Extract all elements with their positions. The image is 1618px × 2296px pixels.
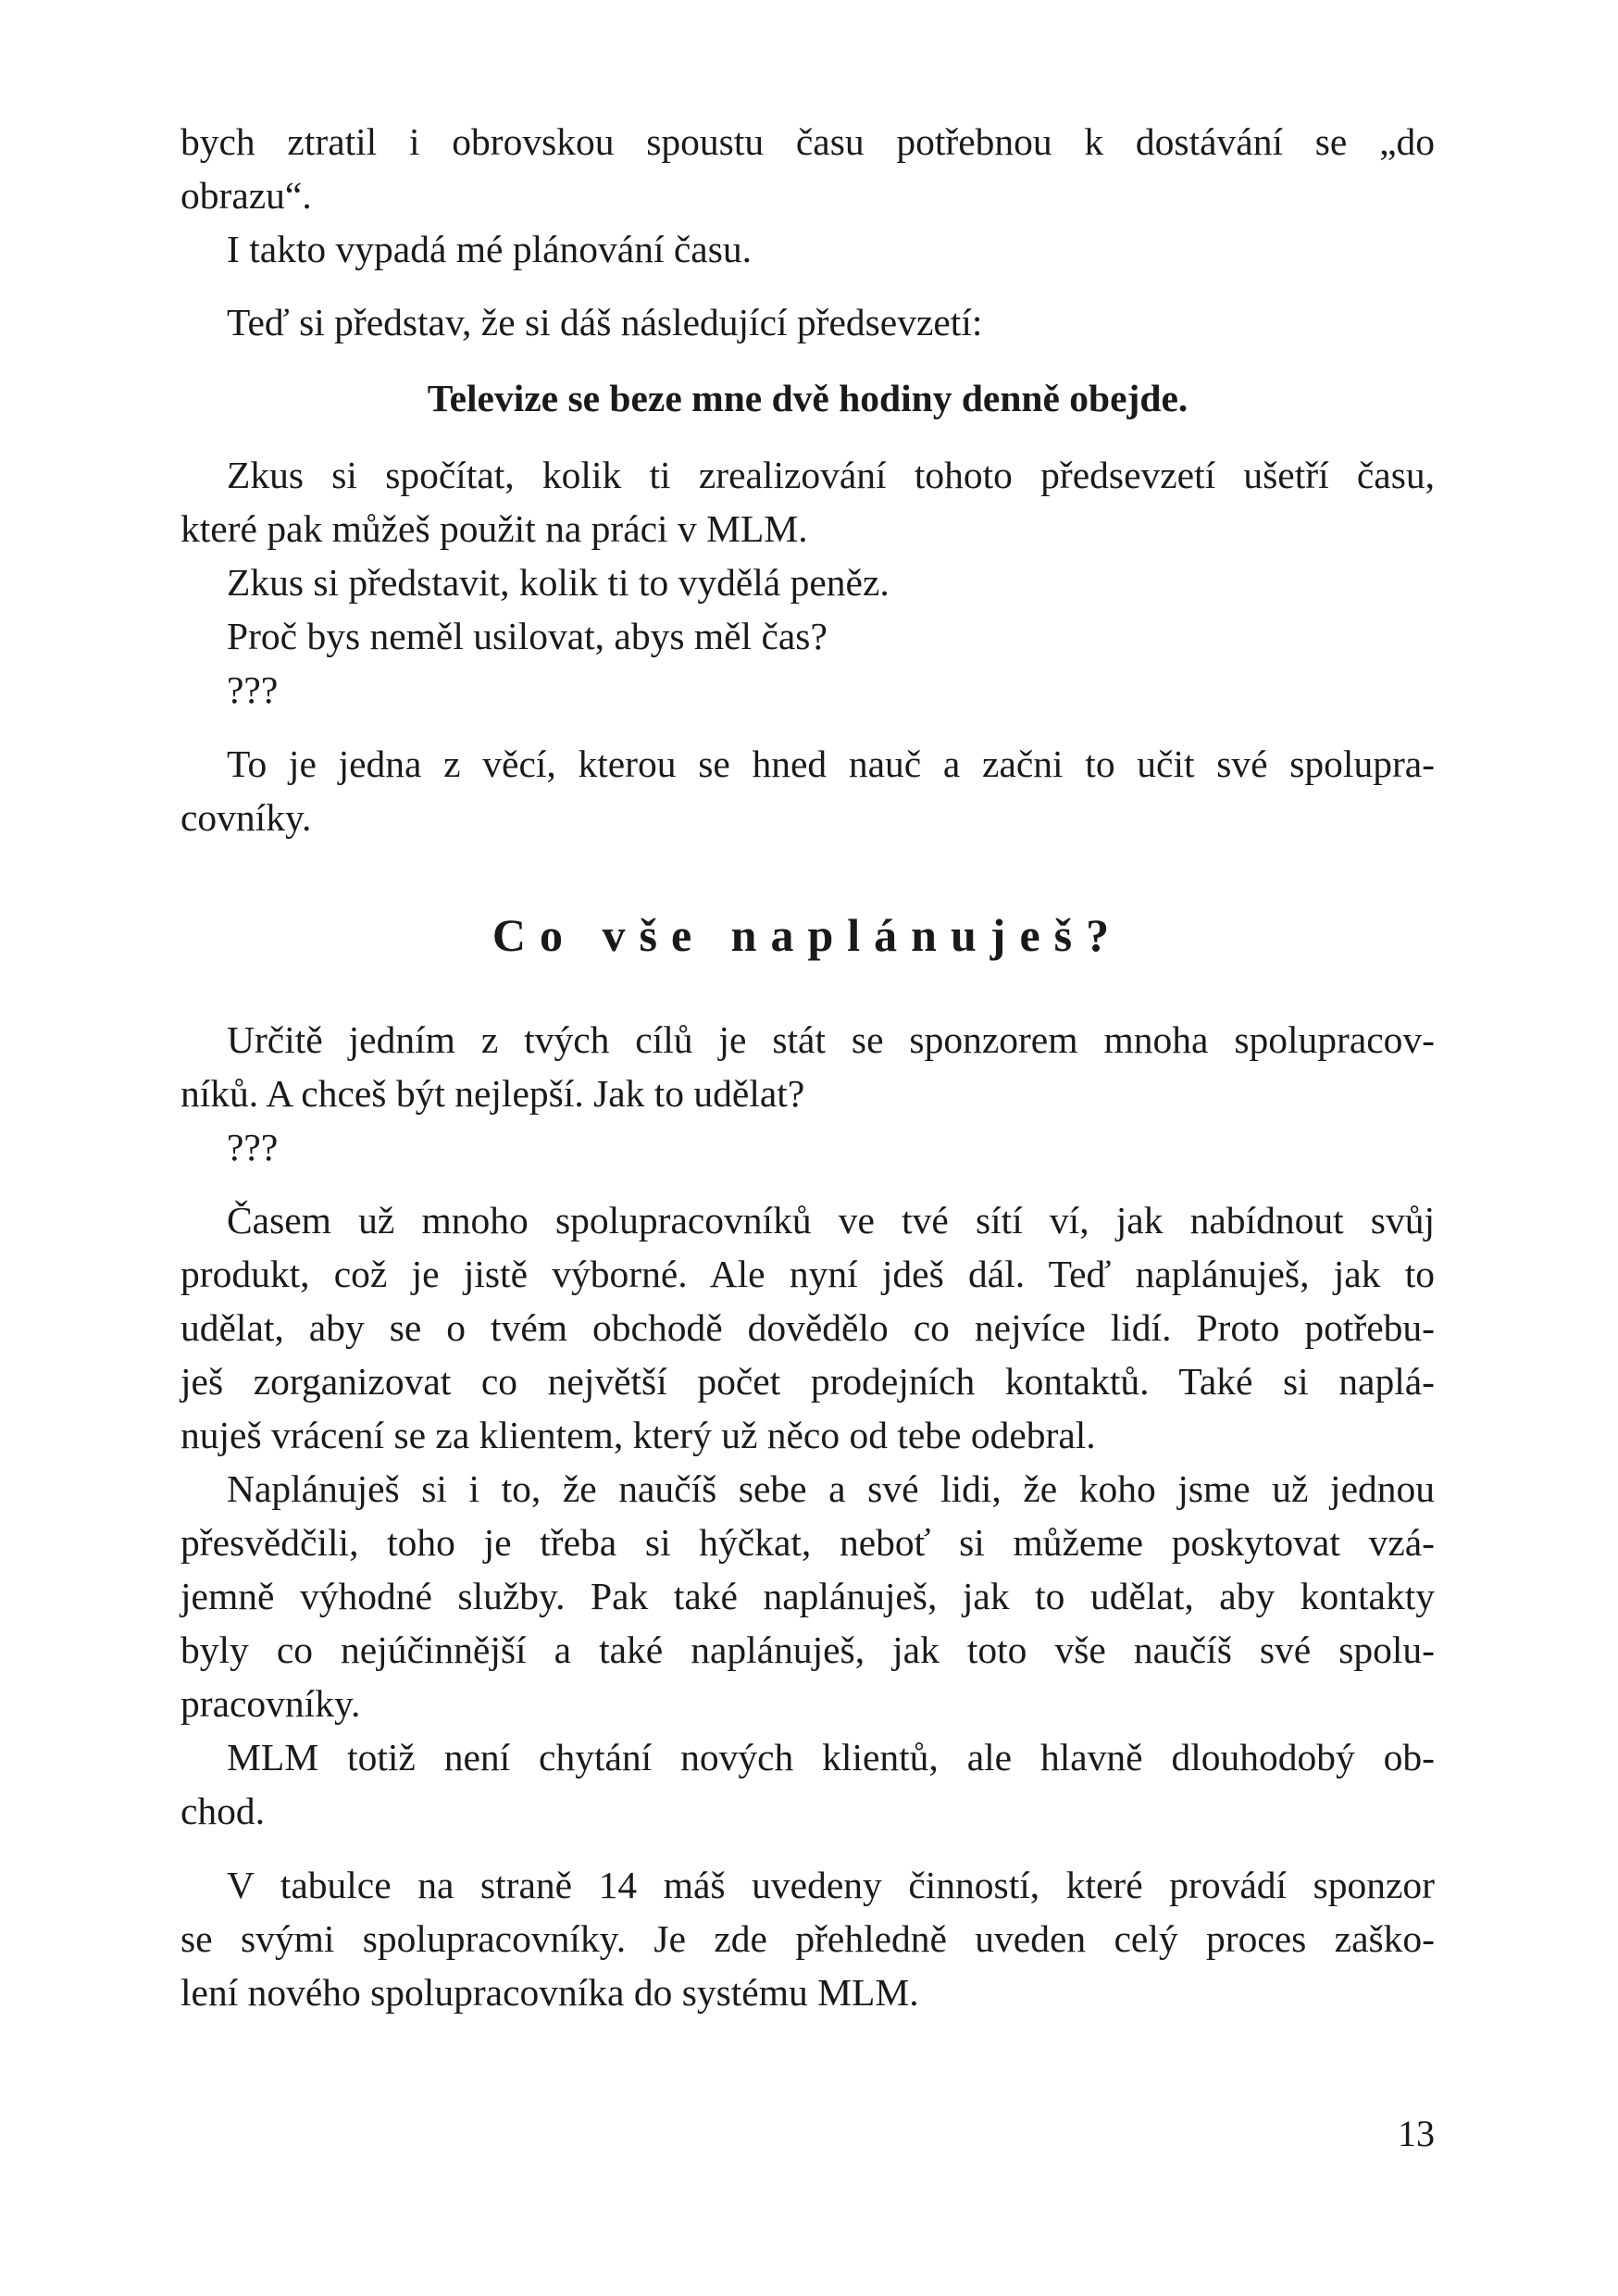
text-line: Teď si představ, že si dáš následující předsevzetí:	[227, 301, 983, 343]
text-line: obrazu“.	[180, 174, 312, 217]
text-line: I takto vypadá mé plánování času.	[227, 228, 752, 270]
text-line: přesvědčili, toho je třeba si hýčkat, neboť si můžeme poskytovat vzá-	[180, 1521, 1435, 1564]
section-heading: Co vše naplánuješ?	[492, 909, 1124, 961]
text-line: chod.	[180, 1790, 266, 1832]
text-line: MLM totiž není chytání nových klientů, ale hlavně dlouhodobý ob-	[227, 1736, 1435, 1778]
text-line: Zkus si spočítat, kolik ti zrealizování tohoto předsevzetí ušetří času,	[227, 454, 1435, 496]
text-line: ???	[227, 668, 279, 711]
text-line: bych ztratil i obrovskou spoustu času potřebnou k dostávání se „do	[180, 120, 1435, 163]
text-line: Proč bys neměl usilovat, abys měl čas?	[227, 615, 828, 657]
text-line: Časem už mnoho spolupracovníků ve tvé sítí ví, jak nabídnout svůj	[227, 1199, 1435, 1242]
text-line: pracovníky.	[180, 1682, 361, 1725]
page-number: 13	[1398, 2113, 1435, 2154]
text-line: Zkus si představit, kolik ti to vydělá peněz.	[227, 561, 890, 604]
text-line: V tabulce na straně 14 máš uvedeny činností, které provádí sponzor	[227, 1864, 1435, 1906]
text-line: které pak můžeš použit na práci v MLM.	[180, 507, 808, 550]
text-line: se svými spolupracovníky. Je zde přehledně uveden celý proces zaško-	[180, 1917, 1435, 1960]
text-line: níků. A chceš být nejlepší. Jak to udělat?	[180, 1072, 805, 1115]
text-line: covníky.	[180, 796, 312, 839]
text-line: jemně výhodné služby. Pak také naplánuješ, jak to udělat, aby kontakty	[180, 1575, 1435, 1617]
text-line: ???	[227, 1126, 279, 1168]
text-line: To je jedna z věcí, kterou se hned nauč a začni to učit své spolupra-	[227, 742, 1435, 785]
text-line: ješ zorganizovat co největší počet prodejních kontaktů. Také si naplá-	[180, 1360, 1435, 1403]
text-line: udělat, aby se o tvém obchodě dovědělo co nejvíce lidí. Proto potřebu-	[180, 1306, 1435, 1349]
text-line: nuješ vrácení se za klientem, který už něco od tebe odebral.	[180, 1414, 1096, 1456]
text-line: byly co nejúčinnější a také naplánuješ, jak toto vše naučíš své spolu-	[180, 1628, 1435, 1671]
text-line: Určitě jedním z tvých cílů je stát se sponzorem mnoha spolupracov-	[227, 1018, 1435, 1061]
text-line: produkt, což je jistě výborné. Ale nyní jdeš dál. Teď naplánuješ, jak to	[180, 1253, 1435, 1295]
text-line: Naplánuješ si i to, že naučíš sebe a své lidi, že koho jsme už jednou	[227, 1467, 1435, 1510]
text-line: lení nového spolupracovníka do systému MLM.	[180, 1971, 919, 2014]
emphasized-statement: Televize se beze mne dvě hodiny denně obejde.	[427, 377, 1189, 419]
